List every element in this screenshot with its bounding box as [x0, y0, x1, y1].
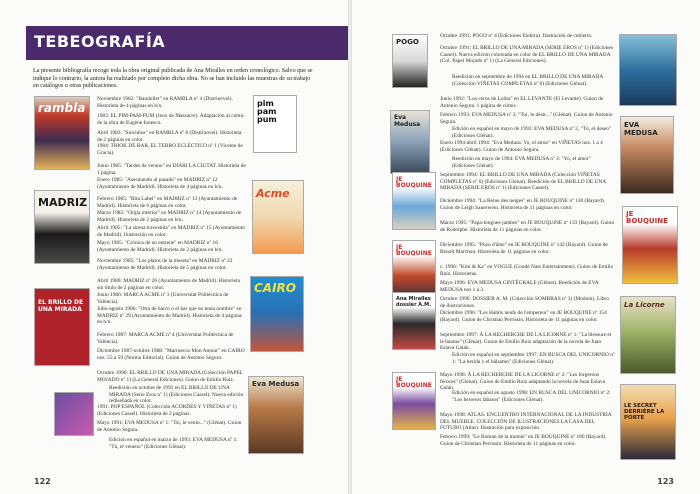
cover-pogo	[392, 34, 428, 88]
right-page	[352, 0, 700, 494]
cover-dossier-am	[392, 292, 436, 350]
cover-je-bouquine-154	[392, 372, 436, 430]
right-entry: Febrero 1993: EVA MEDUSA nº 2: "Toi, le désir..." (Glénat). Guion de Antonio Segura.	[440, 112, 613, 125]
right-entry: Febrero 1999: "Le Roman de la momie" en JE BOUQUINE nº 180 (Bayard). Guion de Christian Perrissin. Historieta de 11 páginas en color.	[440, 434, 607, 447]
cover-pim-pam-pum	[253, 95, 297, 153]
cover-jeb4-title: JE BOUQUINE	[396, 376, 432, 389]
left-entry: Reedición en octubre de 1991 en EL BRILLO DE UNA MIRADA (Serie Eros nº 1) (Ediciones Cassel). Nueva edición rediseñada en color.	[109, 385, 244, 404]
left-entry: Marzo 1985: "Orgía interior" en MADRIZ nº 14 (Ayuntamiento de Madrid). Historieta de 2 páginas en b/n.	[97, 210, 242, 223]
left-entry: Febrero 1985: "Rita Label" en MADRIZ nº 13 (Ayuntamiento de Madrid). Historieta de 6 páginas en color.	[97, 196, 238, 209]
right-entry: Diciembre 1995: "Pozo d'âme" en JE BOUQUINE nº 142 (Bayard). Guion de Benoît Marchon. Historieta de 11 páginas en color.	[440, 242, 608, 255]
right-entry: Marzo 1995: "Papa-longues-jambes" en JE BOUQUINE nº 133 (Bayard). Guion de Rodolphe. Historieta de 11 páginas en color.	[440, 220, 615, 233]
left-entry: 1983: EL PIM-PAM-PUM (Jeux de Massacre). Adaptación al cómic de la obra de Eugène Ionesco.	[97, 113, 245, 126]
page-number-left: 122	[34, 477, 51, 486]
cover-madriz-title: MADRIZ	[38, 196, 88, 209]
right-entry: Mayo 1998: À LA RECHERCHE DE LA LICORNE nº 2: "Les forgerons féroces" (Glénat). Guion de Emilio Ruiz adaptando la novela de Juan Eslava Galán.	[440, 372, 606, 391]
left-entry: Abril 1985: "La sirena travestida" en MADRIZ nº 15 (Ayuntamiento de Madrid). Ilustración en color.	[97, 225, 245, 238]
right-entry: Edición en español en mayo de 1993: EVA MEDUSA nº 2, "Tú, el deseo" (Ediciones Glénat).	[452, 126, 612, 139]
page-title: TEBEOGRAFÍA	[34, 32, 166, 51]
left-entry: Febrero 1987: MARCA ACME nº 4 (Universitat Politècnica de València).	[97, 332, 234, 345]
left-entry: Julio-agosto 1986: "Otra de barco o el bar que no tenía nombre" en MADRIZ nº 29 (Ayuntamiento de Madrid). Historieta de 4 páginas en b/n.	[97, 306, 242, 325]
cover-cairo	[250, 276, 304, 352]
cover-je-bouquine-133	[392, 240, 436, 300]
cover-licorne	[620, 296, 676, 374]
right-entry: Octubre 1991: EL BRILLO DE UNA MIRADA (SERIE EROS nº 1) (Ediciones Cassel). Nueva edición coloreada en color de EL BRILLO DE UNA MIRADA (Col. Papel Mojado nº 1) (La General Ediciones).	[440, 45, 613, 64]
cover-rambla	[34, 96, 90, 170]
left-entry: Abril 1983: "Suicidios" en RAMBLA nº 8 (Distrinovel). Historieta de 2 páginas en color.	[97, 130, 242, 143]
intro-paragraph: La presente bibliografía recoge toda la obra original publicada de Ana Miralles en orden cronológico. Salvo que se indique lo contrario, la autora ha realizado por completo dicha obra. No se han incluido las muestras de su trabajo en catálogos u otras publicaciones.	[33, 68, 313, 90]
right-entry: Edición en español en septiembre 1997: EN BUSCA DEL UNICORNIO nº 1: "La herida y el bálsamo" (Ediciones Glénat).	[452, 352, 615, 365]
cover-pogo-title: POGO	[396, 38, 419, 46]
right-entry: Septiembre 1997: À LA RECHERCHE DE LA LICORNE nº 1: "La blessure et le baume" (Glénat). Guion de Emilio Ruiz adaptación de la novela de Juan Eslava Galán.	[440, 332, 612, 351]
right-entry: Septiembre 1994: EL BRILLO DE UNA MIRADA (Colección VIÑETAS COMPLETAS nº 6) (Ediciones Glénat). Reedición de EL BRILLO DE UNA MIRADA (SERIE EROS nº 1) (Ediciones Cassel).	[440, 172, 606, 191]
right-entry: Enero 1994-abril 1994: "Eva Medusa: Yo, el amor" en VIÑETAS nos. 1 a 4 (Ediciones Glénat). Guion de Antonio Segura.	[440, 140, 603, 153]
cover-brillo-title: EL BRILLO DE UNA MIRADA	[38, 299, 84, 313]
left-entry: Mayo 1985: "Crónica de un entrene" en MADRIZ nº 16 (Ayuntamiento de Madrid). Historieta de 2 páginas en b/n.	[97, 240, 223, 253]
left-entry: Junio 1985: "Tardes de verano" en DIARI LA CIUTAT. Historieta de 1 página.	[97, 163, 246, 176]
right-entry: Mayo 1998: ATLAS. ENCUENTRO INTERNACIONAL DE LA INDUSTRIA DEL MUEBLE. COLECCIÓN DE ILUSTRACIONES LA CASA DEL FUTURO (Atlas). Ilustración para exposición.	[440, 412, 612, 431]
right-entry: Reedición en mayo de 1994: EVA MEDUSA nº 3: "Yo, el amor" (Ediciones Glénat).	[452, 156, 591, 169]
right-entry: Junio 1992: "Los ceros de Lolita" en EL LEVANTE (El Levante). Guion de Antonio Segura. 1 página de cómic.	[440, 96, 604, 109]
right-entry: Diciembre 1994: "La Reine des neiges" en JE BOUQUINE nº 130 (Bayard). Guion de Leigh Sauerwein. Historieta de 11 páginas en color.	[440, 198, 606, 211]
left-entry: Octubre 1990: EL BRILLO DE UNA MIRADA (Colección PAPEL MOJADO nº 1) (La General Ediciones). Guion de Emilio Ruiz.	[97, 370, 243, 383]
left-entry: Mayo 1991: EVA MEDUSA nº 1: "Tsi, le venin..." (Glénat). Guion de Antonio Segura.	[97, 420, 242, 433]
left-entry: Edición en español en marzo de 1993: EVA MEDUSA nº 1: "Tú, el veneno" (Ediciones Glénat).	[109, 437, 238, 450]
right-entry: Mayo 1996: EVA MEDUSA CINTÉGRALE (Glénat). Reedición de EVA MEDUSA nos 1 a 3.	[440, 280, 599, 293]
cover-acme	[252, 180, 304, 254]
cover-secret-title: LE SECRET DERRIÈRE LA PORTE	[624, 403, 665, 421]
cover-jeb3-title: JE BOUQUINE	[626, 210, 668, 225]
cover-eva-medusa-1	[248, 376, 304, 454]
left-entry: Enero 1985: "Asesinando al pasado" en MADRIZ nº 12 (Ayuntamiento de Madrid). Historieta de 4 páginas en b/n.	[97, 177, 223, 190]
cover-jeb1-title: JE BOUQUINE	[396, 176, 432, 189]
left-entry: 1984: TRIOK DE RAR, EL TEBRO ECLÉCTICO nº 1 (Vicente de Gracia).	[97, 143, 243, 156]
right-entry: Octubre 1991: POGO nº 4 (Ediciones Elektra). Ilustración de cubierta.	[440, 33, 593, 39]
cover-licorne-title: La Licorne	[624, 301, 665, 309]
right-entry: Edición en español en agosto 1998: EN BUSCA DEL UNICORNIO nº 2: "Los herreros lábaros" (Ediciones Glénat).	[452, 390, 611, 403]
cover-rambla-title: rambla	[38, 101, 86, 115]
cover-je-bouquine-130	[392, 172, 436, 230]
cover-pop-espanol	[54, 392, 94, 436]
cover-eva1-title: Eva Medusa	[252, 380, 300, 388]
cover-brillo-mirada	[34, 288, 90, 366]
page-number-right: 123	[657, 477, 674, 486]
left-entry: Abril 1986: MADRIZ nº 26 (Ayuntamiento de Madrid). Historieta sin título de 2 páginas en color.	[97, 278, 240, 291]
left-entry: Noviembre 1985: "Los platos de la meseta" en MADRIZ nº 22 (Ayuntamiento de Madrid). Historieta de 5 páginas en color.	[97, 258, 233, 271]
left-entry: Noviembre 1982: "Bandoller" en RAMBLA nº 4 (Distrinovel). Historieta de 4 páginas en b/n.	[97, 96, 233, 109]
cover-secret-porte	[620, 384, 676, 460]
cover-pim-pam-pum-title: pim pam pum	[257, 99, 277, 124]
left-entry: Diciembre 1987-octubre 1988: "Marruecos Mon Amour" en CAIRO nos. 55 a 59 (Norma Editorial). Guion de Antonio Segura.	[97, 348, 245, 361]
cover-acme-title: Acme	[256, 187, 290, 200]
cover-eva-medusa-2	[390, 110, 430, 174]
cover-brillo-color	[619, 34, 677, 106]
left-page	[0, 0, 348, 494]
right-entry: Reedición en septiembre de 1994 en EL BRILLO DE UNA MIRADA (Colección VIÑETAS COMPLETAS nº 6) (Ediciones Glénat).	[452, 74, 604, 87]
right-entry: Diciembre 1996: "Les Habits neufs de l'empereur" en JE BOUQUINE nº 154 (Bayard). Guion de Christian Perrissin. Historieta de 11 páginas en color.	[440, 310, 607, 323]
left-entry: 1991: POP ESPAÑOL (Colección ACORDES Y VIÑETAS nº 1) (Ediciones Cassel). Historieta de 2 páginas.	[97, 404, 237, 417]
cover-je-bouquine-142	[622, 206, 678, 284]
cover-cairo-title: CAIRO	[254, 281, 296, 295]
cover-eva2-title: Eva Medusa	[394, 114, 421, 128]
cover-evabig-title: EVA MEDUSA	[624, 121, 658, 137]
right-entry: Octubre 1996: DOSSIER A. M. (Colección SOMBRAS nº 3) (Modom). Libro de ilustraciones.	[440, 296, 609, 309]
right-entry: c. 1996: "Kim & Ka" en VOGUE (Condé Nast Entertainment). Guion de Emilio Ruiz. Historietas.	[440, 264, 614, 277]
left-entry: Junio 1986: MARCA ACME nº 3 (Universitat Politècnica de València).	[97, 292, 229, 305]
cover-jeb2-title: JE BOUQUINE	[396, 244, 432, 257]
cover-dossier-title: Ana Miralles dossier A.M.	[396, 296, 432, 308]
cover-eva-medusa-integral	[620, 116, 674, 194]
cover-madriz	[34, 190, 90, 264]
